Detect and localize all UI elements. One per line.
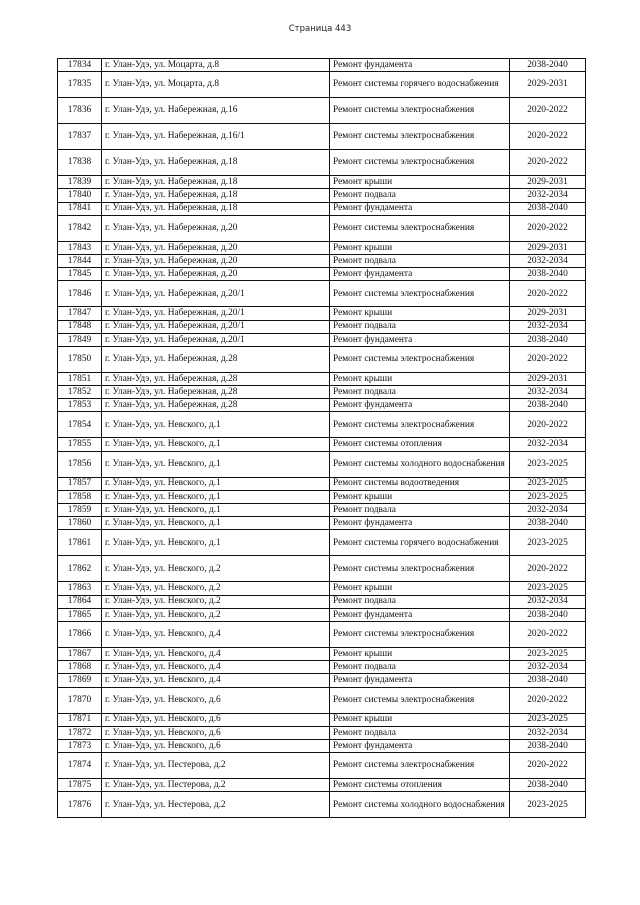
- work-type-cell: Ремонт фундамента: [330, 333, 510, 346]
- table-row: [58, 792, 586, 818]
- period-cell: 2032-2034: [510, 504, 586, 517]
- table-row: [58, 582, 586, 595]
- address-cell: г. Улан-Удэ, ул. Моцарта, д.8: [102, 72, 330, 98]
- row-number-cell: 17864: [58, 595, 102, 608]
- period-cell: 2029-2031: [510, 176, 586, 189]
- table-row: [58, 608, 586, 621]
- work-type-cell: Ремонт подвала: [330, 254, 510, 267]
- work-type-cell: Ремонт системы электроснабжения: [330, 412, 510, 438]
- period-cell: 2023-2025: [510, 490, 586, 503]
- row-number-cell: 17839: [58, 176, 102, 189]
- address-cell: г. Улан-Удэ, ул. Невского, д.2: [102, 608, 330, 621]
- period-cell: 2038-2040: [510, 399, 586, 412]
- period-cell: 2032-2034: [510, 320, 586, 333]
- work-type-cell: Ремонт крыши: [330, 307, 510, 320]
- work-type-cell: Ремонт подвала: [330, 504, 510, 517]
- table-row: [58, 595, 586, 608]
- period-cell: 2020-2022: [510, 556, 586, 582]
- row-number-cell: 17840: [58, 189, 102, 202]
- row-number-cell: 17835: [58, 72, 102, 98]
- address-cell: г. Улан-Удэ, ул. Невского, д.1: [102, 517, 330, 530]
- row-number-cell: 17841: [58, 202, 102, 215]
- work-type-cell: Ремонт системы водоотведения: [330, 477, 510, 490]
- address-cell: г. Улан-Удэ, ул. Набережная, д.20/1: [102, 320, 330, 333]
- address-cell: г. Улан-Удэ, ул. Невского, д.1: [102, 438, 330, 451]
- table-row: [58, 438, 586, 451]
- table-row: [58, 346, 586, 372]
- row-number-cell: 17847: [58, 307, 102, 320]
- row-number-cell: 17867: [58, 647, 102, 660]
- address-cell: г. Улан-Удэ, ул. Невского, д.4: [102, 647, 330, 660]
- address-cell: г. Улан-Удэ, ул. Набережная, д.20/1: [102, 281, 330, 307]
- table-row: [58, 333, 586, 346]
- period-cell: 2038-2040: [510, 333, 586, 346]
- address-cell: г. Улан-Удэ, ул. Набережная, д.28: [102, 372, 330, 385]
- row-number-cell: 17843: [58, 241, 102, 254]
- period-cell: 2029-2031: [510, 372, 586, 385]
- work-type-cell: Ремонт крыши: [330, 647, 510, 660]
- period-cell: 2038-2040: [510, 517, 586, 530]
- work-type-cell: Ремонт подвала: [330, 386, 510, 399]
- address-cell: г. Улан-Удэ, ул. Набережная, д.20/1: [102, 307, 330, 320]
- row-number-cell: 17855: [58, 438, 102, 451]
- table-row: [58, 215, 586, 241]
- table-row: [58, 530, 586, 556]
- address-cell: г. Улан-Удэ, ул. Невского, д.6: [102, 687, 330, 713]
- work-type-cell: Ремонт системы электроснабжения: [330, 687, 510, 713]
- table-row: [58, 59, 586, 72]
- work-type-cell: Ремонт системы электроснабжения: [330, 98, 510, 124]
- address-cell: г. Улан-Удэ, ул. Невского, д.6: [102, 713, 330, 726]
- row-number-cell: 17848: [58, 320, 102, 333]
- row-number-cell: 17858: [58, 490, 102, 503]
- address-cell: г. Улан-Удэ, ул. Набережная, д.28: [102, 346, 330, 372]
- row-number-cell: 17866: [58, 621, 102, 647]
- row-number-cell: 17850: [58, 346, 102, 372]
- period-cell: 2038-2040: [510, 739, 586, 752]
- row-number-cell: 17842: [58, 215, 102, 241]
- period-cell: 2032-2034: [510, 438, 586, 451]
- table-row: [58, 517, 586, 530]
- row-number-cell: 17849: [58, 333, 102, 346]
- table-row: [58, 124, 586, 150]
- table-row: [58, 399, 586, 412]
- table-row: [58, 307, 586, 320]
- work-type-cell: Ремонт крыши: [330, 582, 510, 595]
- work-type-cell: Ремонт системы горячего водоснабжения: [330, 72, 510, 98]
- table-row: [58, 661, 586, 674]
- work-type-cell: Ремонт подвала: [330, 726, 510, 739]
- row-number-cell: 17854: [58, 412, 102, 438]
- address-cell: г. Улан-Удэ, ул. Набережная, д.20/1: [102, 333, 330, 346]
- address-cell: г. Улан-Удэ, ул. Нестерова, д.2: [102, 792, 330, 818]
- work-type-cell: Ремонт системы холодного водоснабжения: [330, 451, 510, 477]
- address-cell: г. Улан-Удэ, ул. Набережная, д.28: [102, 399, 330, 412]
- work-type-cell: Ремонт системы электроснабжения: [330, 753, 510, 779]
- table-row: [58, 268, 586, 281]
- address-cell: г. Улан-Удэ, ул. Невского, д.4: [102, 674, 330, 687]
- address-cell: г. Улан-Удэ, ул. Моцарта, д.8: [102, 59, 330, 72]
- work-type-cell: Ремонт фундамента: [330, 674, 510, 687]
- work-type-cell: Ремонт фундамента: [330, 517, 510, 530]
- period-cell: 2020-2022: [510, 281, 586, 307]
- address-cell: г. Улан-Удэ, ул. Невского, д.1: [102, 504, 330, 517]
- period-cell: 2032-2034: [510, 254, 586, 267]
- table-row: [58, 674, 586, 687]
- row-number-cell: 17862: [58, 556, 102, 582]
- period-cell: 2020-2022: [510, 412, 586, 438]
- period-cell: 2029-2031: [510, 307, 586, 320]
- address-cell: г. Улан-Удэ, ул. Набережная, д.16/1: [102, 124, 330, 150]
- period-cell: 2038-2040: [510, 268, 586, 281]
- address-cell: г. Улан-Удэ, ул. Набережная, д.18: [102, 189, 330, 202]
- page-header: Страница 443: [288, 24, 352, 34]
- row-number-cell: 17871: [58, 713, 102, 726]
- table-row: [58, 150, 586, 176]
- table-row: [58, 726, 586, 739]
- row-number-cell: 17852: [58, 386, 102, 399]
- work-type-cell: Ремонт системы электроснабжения: [330, 556, 510, 582]
- work-type-cell: Ремонт подвала: [330, 320, 510, 333]
- period-cell: 2038-2040: [510, 674, 586, 687]
- period-cell: 2023-2025: [510, 477, 586, 490]
- work-type-cell: Ремонт системы отопления: [330, 779, 510, 792]
- period-cell: 2020-2022: [510, 346, 586, 372]
- table-row: [58, 72, 586, 98]
- address-cell: г. Улан-Удэ, ул. Невского, д.1: [102, 490, 330, 503]
- row-number-cell: 17837: [58, 124, 102, 150]
- row-number-cell: 17861: [58, 530, 102, 556]
- address-cell: г. Улан-Удэ, ул. Набережная, д.18: [102, 176, 330, 189]
- row-number-cell: 17874: [58, 753, 102, 779]
- work-type-cell: Ремонт подвала: [330, 595, 510, 608]
- period-cell: 2020-2022: [510, 687, 586, 713]
- table-row: [58, 556, 586, 582]
- period-cell: 2023-2025: [510, 647, 586, 660]
- work-type-cell: Ремонт подвала: [330, 189, 510, 202]
- table-row: [58, 176, 586, 189]
- address-cell: г. Улан-Удэ, ул. Невского, д.1: [102, 530, 330, 556]
- row-number-cell: 17846: [58, 281, 102, 307]
- table-row: [58, 189, 586, 202]
- period-cell: 2020-2022: [510, 621, 586, 647]
- work-type-cell: Ремонт фундамента: [330, 739, 510, 752]
- address-cell: г. Улан-Удэ, ул. Невского, д.6: [102, 726, 330, 739]
- table-row: [58, 241, 586, 254]
- row-number-cell: 17868: [58, 661, 102, 674]
- address-cell: г. Улан-Удэ, ул. Пестерова, д.2: [102, 753, 330, 779]
- address-cell: г. Улан-Удэ, ул. Набережная, д.20: [102, 215, 330, 241]
- work-type-cell: Ремонт системы электроснабжения: [330, 215, 510, 241]
- row-number-cell: 17872: [58, 726, 102, 739]
- row-number-cell: 17869: [58, 674, 102, 687]
- address-cell: г. Улан-Удэ, ул. Набережная, д.16: [102, 98, 330, 124]
- row-number-cell: 17860: [58, 517, 102, 530]
- period-cell: 2020-2022: [510, 98, 586, 124]
- work-type-cell: Ремонт крыши: [330, 490, 510, 503]
- address-cell: г. Улан-Удэ, ул. Набережная, д.28: [102, 386, 330, 399]
- work-type-cell: Ремонт системы электроснабжения: [330, 124, 510, 150]
- work-type-cell: Ремонт системы электроснабжения: [330, 281, 510, 307]
- table-row: [58, 372, 586, 385]
- address-cell: г. Улан-Удэ, ул. Невского, д.2: [102, 556, 330, 582]
- work-type-cell: Ремонт крыши: [330, 372, 510, 385]
- row-number-cell: 17875: [58, 779, 102, 792]
- row-number-cell: 17870: [58, 687, 102, 713]
- work-type-cell: Ремонт крыши: [330, 241, 510, 254]
- table-row: [58, 202, 586, 215]
- row-number-cell: 17863: [58, 582, 102, 595]
- work-type-cell: Ремонт системы холодного водоснабжения: [330, 792, 510, 818]
- period-cell: 2032-2034: [510, 386, 586, 399]
- table-row: [58, 621, 586, 647]
- period-cell: 2032-2034: [510, 595, 586, 608]
- work-type-cell: Ремонт фундамента: [330, 202, 510, 215]
- period-cell: 2032-2034: [510, 726, 586, 739]
- table-row: [58, 451, 586, 477]
- address-cell: г. Улан-Удэ, ул. Невского, д.6: [102, 739, 330, 752]
- row-number-cell: 17857: [58, 477, 102, 490]
- period-cell: 2038-2040: [510, 202, 586, 215]
- period-cell: 2023-2025: [510, 582, 586, 595]
- table-row: [58, 713, 586, 726]
- row-number-cell: 17873: [58, 739, 102, 752]
- period-cell: 2023-2025: [510, 792, 586, 818]
- table-row: [58, 504, 586, 517]
- address-cell: г. Улан-Удэ, ул. Невского, д.2: [102, 582, 330, 595]
- work-type-cell: Ремонт системы отопления: [330, 438, 510, 451]
- period-cell: 2020-2022: [510, 150, 586, 176]
- table-row: [58, 753, 586, 779]
- address-cell: г. Улан-Удэ, ул. Набережная, д.20: [102, 254, 330, 267]
- address-cell: г. Улан-Удэ, ул. Невского, д.2: [102, 595, 330, 608]
- row-number-cell: 17865: [58, 608, 102, 621]
- table-row: [58, 254, 586, 267]
- work-type-cell: Ремонт крыши: [330, 176, 510, 189]
- period-cell: 2023-2025: [510, 451, 586, 477]
- period-cell: 2023-2025: [510, 713, 586, 726]
- table-row: [58, 412, 586, 438]
- address-cell: г. Улан-Удэ, ул. Набережная, д.20: [102, 241, 330, 254]
- period-cell: 2020-2022: [510, 215, 586, 241]
- work-type-cell: Ремонт подвала: [330, 661, 510, 674]
- table-row: [58, 98, 586, 124]
- period-cell: 2020-2022: [510, 753, 586, 779]
- table-row: [58, 647, 586, 660]
- table-body: [58, 59, 586, 818]
- work-type-cell: Ремонт крыши: [330, 713, 510, 726]
- row-number-cell: 17859: [58, 504, 102, 517]
- period-cell: 2032-2034: [510, 189, 586, 202]
- table-row: [58, 320, 586, 333]
- period-cell: 2032-2034: [510, 661, 586, 674]
- row-number-cell: 17844: [58, 254, 102, 267]
- work-type-cell: Ремонт системы электроснабжения: [330, 621, 510, 647]
- period-cell: 2038-2040: [510, 779, 586, 792]
- address-cell: г. Улан-Удэ, ул. Невского, д.1: [102, 451, 330, 477]
- address-cell: г. Улан-Удэ, ул. Набережная, д.20: [102, 268, 330, 281]
- table-row: [58, 779, 586, 792]
- row-number-cell: 17876: [58, 792, 102, 818]
- work-type-cell: Ремонт фундамента: [330, 268, 510, 281]
- period-cell: 2038-2040: [510, 608, 586, 621]
- address-cell: г. Улан-Удэ, ул. Невского, д.4: [102, 661, 330, 674]
- period-cell: 2029-2031: [510, 72, 586, 98]
- work-type-cell: Ремонт фундамента: [330, 399, 510, 412]
- row-number-cell: 17856: [58, 451, 102, 477]
- work-type-cell: Ремонт фундамента: [330, 608, 510, 621]
- address-cell: г. Улан-Удэ, ул. Набережная, д.18: [102, 150, 330, 176]
- address-cell: г. Улан-Удэ, ул. Невского, д.4: [102, 621, 330, 647]
- period-cell: 2020-2022: [510, 124, 586, 150]
- row-number-cell: 17838: [58, 150, 102, 176]
- row-number-cell: 17851: [58, 372, 102, 385]
- row-number-cell: 17834: [58, 59, 102, 72]
- table-row: [58, 490, 586, 503]
- repair-schedule-table: [57, 58, 586, 818]
- table-row: [58, 687, 586, 713]
- table-row: [58, 477, 586, 490]
- work-type-cell: Ремонт фундамента: [330, 59, 510, 72]
- row-number-cell: 17853: [58, 399, 102, 412]
- table-row: [58, 386, 586, 399]
- work-type-cell: Ремонт системы горячего водоснабжения: [330, 530, 510, 556]
- period-cell: 2029-2031: [510, 241, 586, 254]
- table-row: [58, 281, 586, 307]
- table-row: [58, 739, 586, 752]
- period-cell: 2038-2040: [510, 59, 586, 72]
- address-cell: г. Улан-Удэ, ул. Набережная, д.18: [102, 202, 330, 215]
- address-cell: г. Улан-Удэ, ул. Невского, д.1: [102, 477, 330, 490]
- address-cell: г. Улан-Удэ, ул. Невского, д.1: [102, 412, 330, 438]
- work-type-cell: Ремонт системы электроснабжения: [330, 150, 510, 176]
- period-cell: 2023-2025: [510, 530, 586, 556]
- work-type-cell: Ремонт системы электроснабжения: [330, 346, 510, 372]
- address-cell: г. Улан-Удэ, ул. Пестерова, д.2: [102, 779, 330, 792]
- row-number-cell: 17845: [58, 268, 102, 281]
- row-number-cell: 17836: [58, 98, 102, 124]
